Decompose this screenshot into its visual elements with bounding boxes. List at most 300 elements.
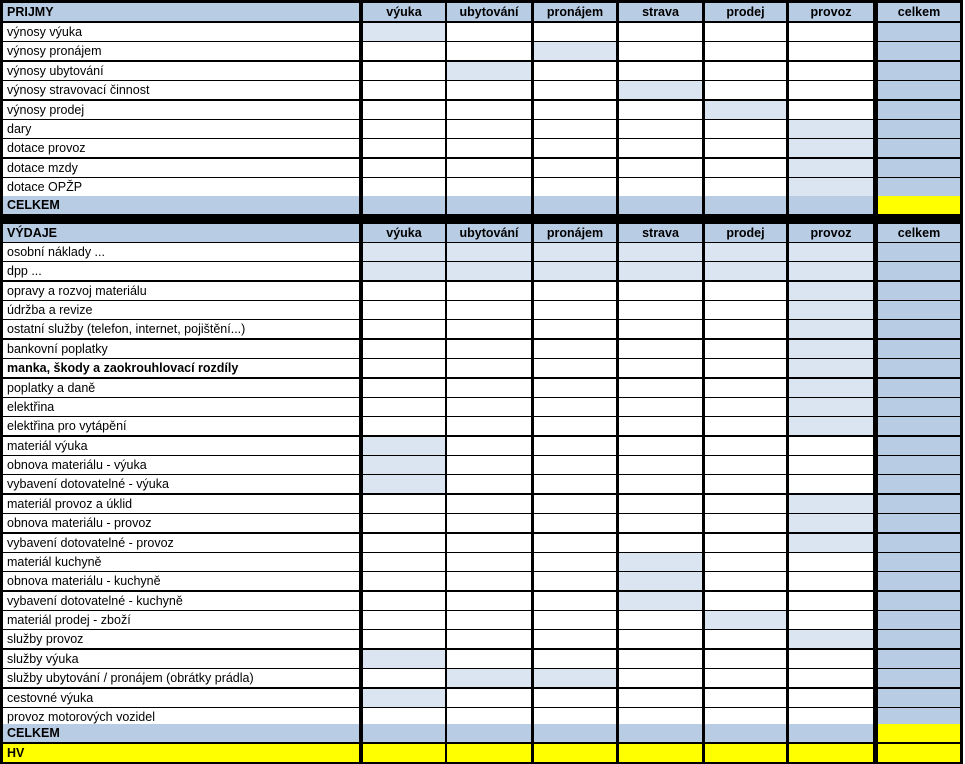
value-cell-provoz[interactable] xyxy=(789,553,873,571)
value-cell-ubytovani[interactable] xyxy=(447,282,531,300)
result-value-cell[interactable] xyxy=(878,744,960,762)
value-cell-provoz[interactable] xyxy=(789,301,873,319)
total-value-prodej[interactable] xyxy=(705,724,786,742)
value-cell-pronajem[interactable] xyxy=(534,650,616,668)
value-cell-pronajem[interactable] xyxy=(534,320,616,338)
value-cell-ubytovani[interactable] xyxy=(447,417,531,435)
total-cell-celkem[interactable] xyxy=(878,611,960,629)
table-row xyxy=(0,650,963,668)
value-cell-vyuka[interactable] xyxy=(363,534,445,552)
row-label-dotace-mzdy: dotace mzdy xyxy=(3,159,359,177)
value-cell-pronajem[interactable] xyxy=(534,340,616,358)
value-cell-ubytovani[interactable] xyxy=(447,340,531,358)
value-cell-provoz[interactable] xyxy=(789,611,873,629)
value-cell-vyuka[interactable] xyxy=(363,243,445,261)
total-cell-celkem[interactable] xyxy=(878,359,960,377)
value-cell-strava[interactable] xyxy=(619,534,702,552)
total-value-vyuka[interactable] xyxy=(363,196,445,214)
value-cell-prodej[interactable] xyxy=(705,669,786,687)
value-cell-strava[interactable] xyxy=(619,262,702,280)
table-row xyxy=(0,475,963,493)
row-label-elektrina-pro-vytapeni: elektřina pro vytápění xyxy=(3,417,359,435)
total-value-strava[interactable] xyxy=(619,196,702,214)
total-cell-celkem[interactable] xyxy=(878,398,960,416)
value-cell-ubytovani[interactable] xyxy=(447,379,531,397)
value-cell-pronajem[interactable] xyxy=(534,495,616,513)
value-cell-strava[interactable] xyxy=(619,379,702,397)
table-row xyxy=(0,23,963,41)
value-cell-strava[interactable] xyxy=(619,301,702,319)
expenses-total-label: CELKEM xyxy=(3,724,359,742)
value-cell-vyuka[interactable] xyxy=(363,23,445,41)
table-row xyxy=(0,689,963,707)
row-label-material-kuchyne: materiál kuchyně xyxy=(3,553,359,571)
value-cell-strava[interactable] xyxy=(619,592,702,610)
row-label-vynosy-ubytovani: výnosy ubytování xyxy=(3,62,359,80)
table-row xyxy=(0,534,963,552)
value-cell-vyuka[interactable] xyxy=(363,650,445,668)
table-row xyxy=(0,42,963,60)
value-cell-ubytovani[interactable] xyxy=(447,650,531,668)
value-cell-vyuka[interactable] xyxy=(363,475,445,493)
total-cell-celkem[interactable] xyxy=(878,262,960,280)
value-cell-ubytovani[interactable] xyxy=(447,534,531,552)
result-value-cell[interactable] xyxy=(619,744,702,762)
total-value-ubytovani[interactable] xyxy=(447,196,531,214)
row-label-bankovni-poplatky: bankovní poplatky xyxy=(3,340,359,358)
value-cell-provoz[interactable] xyxy=(789,120,873,138)
total-cell-celkem[interactable] xyxy=(878,120,960,138)
value-cell-pronajem[interactable] xyxy=(534,81,616,99)
row-label-manka-skody-a-zaokrouhlovaci-rozdily: manka, škody a zaokrouhlovací rozdíly xyxy=(3,359,359,377)
value-cell-provoz[interactable] xyxy=(789,437,873,455)
value-cell-prodej[interactable] xyxy=(705,437,786,455)
row-label-sluzby-vyuka: služby výuka xyxy=(3,650,359,668)
value-cell-vyuka[interactable] xyxy=(363,42,445,60)
value-cell-prodej[interactable] xyxy=(705,592,786,610)
value-cell-strava[interactable] xyxy=(619,120,702,138)
value-cell-provoz[interactable] xyxy=(789,475,873,493)
value-cell-pronajem[interactable] xyxy=(534,301,616,319)
value-cell-pronajem[interactable] xyxy=(534,379,616,397)
value-cell-strava[interactable] xyxy=(619,243,702,261)
value-cell-provoz[interactable] xyxy=(789,159,873,177)
total-cell-celkem[interactable] xyxy=(878,101,960,119)
value-cell-prodej[interactable] xyxy=(705,630,786,648)
value-cell-prodej[interactable] xyxy=(705,120,786,138)
row-label-material-provoz-a-uklid: materiál provoz a úklid xyxy=(3,495,359,513)
value-cell-ubytovani[interactable] xyxy=(447,359,531,377)
value-cell-strava[interactable] xyxy=(619,495,702,513)
value-cell-ubytovani[interactable] xyxy=(447,456,531,474)
total-cell-celkem[interactable] xyxy=(878,669,960,687)
value-cell-pronajem[interactable] xyxy=(534,159,616,177)
value-cell-provoz[interactable] xyxy=(789,495,873,513)
value-cell-vyuka[interactable] xyxy=(363,359,445,377)
value-cell-pronajem[interactable] xyxy=(534,359,616,377)
total-value-prodej[interactable] xyxy=(705,196,786,214)
table-row xyxy=(0,514,963,532)
value-cell-ubytovani[interactable] xyxy=(447,689,531,707)
value-cell-prodej[interactable] xyxy=(705,62,786,80)
value-cell-pronajem[interactable] xyxy=(534,243,616,261)
value-cell-strava[interactable] xyxy=(619,689,702,707)
value-cell-ubytovani[interactable] xyxy=(447,62,531,80)
value-cell-strava[interactable] xyxy=(619,650,702,668)
value-cell-ubytovani[interactable] xyxy=(447,398,531,416)
value-cell-pronajem[interactable] xyxy=(534,572,616,590)
value-cell-provoz[interactable] xyxy=(789,340,873,358)
value-cell-ubytovani[interactable] xyxy=(447,611,531,629)
total-cell-celkem[interactable] xyxy=(878,650,960,668)
value-cell-provoz[interactable] xyxy=(789,689,873,707)
value-cell-vyuka[interactable] xyxy=(363,62,445,80)
value-cell-strava[interactable] xyxy=(619,572,702,590)
value-cell-ubytovani[interactable] xyxy=(447,42,531,60)
total-cell-celkem[interactable] xyxy=(878,320,960,338)
value-cell-provoz[interactable] xyxy=(789,320,873,338)
value-cell-ubytovani[interactable] xyxy=(447,553,531,571)
value-cell-pronajem[interactable] xyxy=(534,689,616,707)
value-cell-ubytovani[interactable] xyxy=(447,669,531,687)
table-row xyxy=(0,398,963,416)
value-cell-ubytovani[interactable] xyxy=(447,475,531,493)
total-value-ubytovani[interactable] xyxy=(447,724,531,742)
column-header-celkem: celkem xyxy=(878,224,960,242)
value-cell-provoz[interactable] xyxy=(789,139,873,157)
table-row xyxy=(0,243,963,261)
value-cell-vyuka[interactable] xyxy=(363,178,445,196)
column-header-vyuka: výuka xyxy=(363,3,445,21)
value-cell-prodej[interactable] xyxy=(705,379,786,397)
income-header-row xyxy=(0,3,963,21)
value-cell-provoz[interactable] xyxy=(789,398,873,416)
value-cell-vyuka[interactable] xyxy=(363,630,445,648)
total-cell-celkem[interactable] xyxy=(878,23,960,41)
value-cell-prodej[interactable] xyxy=(705,495,786,513)
row-label-provoz-motorovych-vozidel: provoz motorových vozidel xyxy=(3,708,359,726)
value-cell-prodej[interactable] xyxy=(705,320,786,338)
row-label-poplatky-a-dane: poplatky a daně xyxy=(3,379,359,397)
total-cell-celkem[interactable] xyxy=(878,178,960,196)
total-cell-celkem[interactable] xyxy=(878,456,960,474)
value-cell-ubytovani[interactable] xyxy=(447,514,531,532)
value-cell-provoz[interactable] xyxy=(789,514,873,532)
value-cell-vyuka[interactable] xyxy=(363,159,445,177)
value-cell-strava[interactable] xyxy=(619,456,702,474)
value-cell-vyuka[interactable] xyxy=(363,139,445,157)
total-cell-celkem[interactable] xyxy=(878,514,960,532)
value-cell-provoz[interactable] xyxy=(789,572,873,590)
value-cell-strava[interactable] xyxy=(619,340,702,358)
total-cell-celkem[interactable] xyxy=(878,592,960,610)
total-cell-celkem[interactable] xyxy=(878,437,960,455)
value-cell-vyuka[interactable] xyxy=(363,456,445,474)
value-cell-pronajem[interactable] xyxy=(534,282,616,300)
total-value-vyuka[interactable] xyxy=(363,724,445,742)
value-cell-strava[interactable] xyxy=(619,101,702,119)
total-cell-celkem[interactable] xyxy=(878,81,960,99)
value-cell-vyuka[interactable] xyxy=(363,553,445,571)
value-cell-provoz[interactable] xyxy=(789,262,873,280)
value-cell-vyuka[interactable] xyxy=(363,592,445,610)
total-cell-celkem[interactable] xyxy=(878,301,960,319)
value-cell-strava[interactable] xyxy=(619,514,702,532)
value-cell-ubytovani[interactable] xyxy=(447,120,531,138)
value-cell-prodej[interactable] xyxy=(705,534,786,552)
value-cell-ubytovani[interactable] xyxy=(447,243,531,261)
value-cell-ubytovani[interactable] xyxy=(447,437,531,455)
total-cell-celkem[interactable] xyxy=(878,62,960,80)
value-cell-provoz[interactable] xyxy=(789,417,873,435)
column-header-ubytovani: ubytování xyxy=(447,3,531,21)
value-cell-prodej[interactable] xyxy=(705,42,786,60)
column-header-strava: strava xyxy=(619,3,702,21)
value-cell-ubytovani[interactable] xyxy=(447,178,531,196)
value-cell-strava[interactable] xyxy=(619,282,702,300)
row-label-dary: dary xyxy=(3,120,359,138)
value-cell-vyuka[interactable] xyxy=(363,495,445,513)
value-cell-vyuka[interactable] xyxy=(363,81,445,99)
value-cell-ubytovani[interactable] xyxy=(447,139,531,157)
value-cell-pronajem[interactable] xyxy=(534,23,616,41)
value-cell-prodej[interactable] xyxy=(705,611,786,629)
total-value-provoz[interactable] xyxy=(789,724,873,742)
table-row xyxy=(0,81,963,99)
result-value-cell[interactable] xyxy=(447,744,531,762)
value-cell-vyuka[interactable] xyxy=(363,320,445,338)
value-cell-strava[interactable] xyxy=(619,669,702,687)
column-header-provoz: provoz xyxy=(789,3,873,21)
value-cell-vyuka[interactable] xyxy=(363,398,445,416)
value-cell-prodej[interactable] xyxy=(705,398,786,416)
expenses-grand-total[interactable] xyxy=(878,724,960,742)
value-cell-pronajem[interactable] xyxy=(534,139,616,157)
value-cell-strava[interactable] xyxy=(619,23,702,41)
value-cell-pronajem[interactable] xyxy=(534,42,616,60)
total-cell-celkem[interactable] xyxy=(878,553,960,571)
value-cell-strava[interactable] xyxy=(619,81,702,99)
value-cell-provoz[interactable] xyxy=(789,630,873,648)
value-cell-strava[interactable] xyxy=(619,42,702,60)
value-cell-vyuka[interactable] xyxy=(363,689,445,707)
value-cell-prodej[interactable] xyxy=(705,139,786,157)
value-cell-pronajem[interactable] xyxy=(534,475,616,493)
row-label-dotace-opzp: dotace OPŽP xyxy=(3,178,359,196)
value-cell-vyuka[interactable] xyxy=(363,340,445,358)
value-cell-ubytovani[interactable] xyxy=(447,320,531,338)
value-cell-vyuka[interactable] xyxy=(363,669,445,687)
total-cell-celkem[interactable] xyxy=(878,379,960,397)
row-label-material-prodej-zbozi: materiál prodej - zboží xyxy=(3,611,359,629)
value-cell-strava[interactable] xyxy=(619,359,702,377)
expenses-header-row xyxy=(0,224,963,242)
value-cell-vyuka[interactable] xyxy=(363,301,445,319)
total-value-pronajem[interactable] xyxy=(534,196,616,214)
value-cell-pronajem[interactable] xyxy=(534,534,616,552)
value-cell-pronajem[interactable] xyxy=(534,417,616,435)
value-cell-ubytovani[interactable] xyxy=(447,592,531,610)
value-cell-prodej[interactable] xyxy=(705,475,786,493)
value-cell-prodej[interactable] xyxy=(705,359,786,377)
value-cell-prodej[interactable] xyxy=(705,340,786,358)
table-row xyxy=(0,178,963,196)
column-header-ubytovani: ubytování xyxy=(447,224,531,242)
table-row xyxy=(0,611,963,629)
result-value-cell[interactable] xyxy=(363,744,445,762)
value-cell-strava[interactable] xyxy=(619,630,702,648)
value-cell-pronajem[interactable] xyxy=(534,101,616,119)
column-header-strava: strava xyxy=(619,224,702,242)
value-cell-ubytovani[interactable] xyxy=(447,81,531,99)
total-cell-celkem[interactable] xyxy=(878,139,960,157)
value-cell-prodej[interactable] xyxy=(705,301,786,319)
row-label-vybaveni-dotovatelne-provoz: vybavení dotovatelné - provoz xyxy=(3,534,359,552)
income-grand-total[interactable] xyxy=(878,196,960,214)
value-cell-pronajem[interactable] xyxy=(534,592,616,610)
total-cell-celkem[interactable] xyxy=(878,630,960,648)
value-cell-strava[interactable] xyxy=(619,159,702,177)
table-row xyxy=(0,101,963,119)
income-total-label: CELKEM xyxy=(3,196,359,214)
total-cell-celkem[interactable] xyxy=(878,243,960,261)
expenses-total-row xyxy=(0,724,963,742)
value-cell-vyuka[interactable] xyxy=(363,437,445,455)
value-cell-prodej[interactable] xyxy=(705,159,786,177)
value-cell-pronajem[interactable] xyxy=(534,553,616,571)
total-cell-celkem[interactable] xyxy=(878,572,960,590)
value-cell-prodej[interactable] xyxy=(705,417,786,435)
value-cell-prodej[interactable] xyxy=(705,456,786,474)
total-value-provoz[interactable] xyxy=(789,196,873,214)
row-label-dpp: dpp ... xyxy=(3,262,359,280)
value-cell-pronajem[interactable] xyxy=(534,398,616,416)
value-cell-ubytovani[interactable] xyxy=(447,23,531,41)
income-section-title: PRIJMY xyxy=(3,3,359,21)
value-cell-prodej[interactable] xyxy=(705,101,786,119)
value-cell-ubytovani[interactable] xyxy=(447,262,531,280)
total-cell-celkem[interactable] xyxy=(878,340,960,358)
value-cell-pronajem[interactable] xyxy=(534,262,616,280)
value-cell-provoz[interactable] xyxy=(789,282,873,300)
value-cell-strava[interactable] xyxy=(619,475,702,493)
value-cell-prodej[interactable] xyxy=(705,689,786,707)
result-value-cell[interactable] xyxy=(789,744,873,762)
value-cell-pronajem[interactable] xyxy=(534,178,616,196)
total-value-pronajem[interactable] xyxy=(534,724,616,742)
total-value-strava[interactable] xyxy=(619,724,702,742)
total-cell-celkem[interactable] xyxy=(878,495,960,513)
value-cell-provoz[interactable] xyxy=(789,534,873,552)
value-cell-provoz[interactable] xyxy=(789,379,873,397)
total-cell-celkem[interactable] xyxy=(878,689,960,707)
value-cell-vyuka[interactable] xyxy=(363,379,445,397)
value-cell-strava[interactable] xyxy=(619,553,702,571)
value-cell-vyuka[interactable] xyxy=(363,101,445,119)
value-cell-ubytovani[interactable] xyxy=(447,159,531,177)
value-cell-provoz[interactable] xyxy=(789,592,873,610)
value-cell-prodej[interactable] xyxy=(705,514,786,532)
value-cell-pronajem[interactable] xyxy=(534,669,616,687)
value-cell-provoz[interactable] xyxy=(789,650,873,668)
row-label-udrzba-a-revize: údržba a revize xyxy=(3,301,359,319)
value-cell-strava[interactable] xyxy=(619,417,702,435)
total-cell-celkem[interactable] xyxy=(878,417,960,435)
value-cell-prodej[interactable] xyxy=(705,282,786,300)
table-row xyxy=(0,495,963,513)
value-cell-strava[interactable] xyxy=(619,437,702,455)
value-cell-provoz[interactable] xyxy=(789,178,873,196)
value-cell-provoz[interactable] xyxy=(789,456,873,474)
row-label-dotace-provoz: dotace provoz xyxy=(3,139,359,157)
value-cell-pronajem[interactable] xyxy=(534,456,616,474)
value-cell-pronajem[interactable] xyxy=(534,630,616,648)
table-row xyxy=(0,630,963,648)
value-cell-provoz[interactable] xyxy=(789,669,873,687)
total-cell-celkem[interactable] xyxy=(878,534,960,552)
total-cell-celkem[interactable] xyxy=(878,282,960,300)
value-cell-ubytovani[interactable] xyxy=(447,101,531,119)
value-cell-vyuka[interactable] xyxy=(363,611,445,629)
column-header-prodej: prodej xyxy=(705,224,786,242)
value-cell-provoz[interactable] xyxy=(789,62,873,80)
value-cell-provoz[interactable] xyxy=(789,101,873,119)
value-cell-provoz[interactable] xyxy=(789,359,873,377)
total-cell-celkem[interactable] xyxy=(878,475,960,493)
value-cell-strava[interactable] xyxy=(619,178,702,196)
value-cell-strava[interactable] xyxy=(619,62,702,80)
value-cell-vyuka[interactable] xyxy=(363,514,445,532)
value-cell-vyuka[interactable] xyxy=(363,417,445,435)
value-cell-ubytovani[interactable] xyxy=(447,572,531,590)
value-cell-pronajem[interactable] xyxy=(534,62,616,80)
value-cell-strava[interactable] xyxy=(619,320,702,338)
value-cell-prodej[interactable] xyxy=(705,572,786,590)
value-cell-strava[interactable] xyxy=(619,611,702,629)
value-cell-prodej[interactable] xyxy=(705,553,786,571)
value-cell-pronajem[interactable] xyxy=(534,437,616,455)
value-cell-ubytovani[interactable] xyxy=(447,630,531,648)
value-cell-ubytovani[interactable] xyxy=(447,495,531,513)
value-cell-vyuka[interactable] xyxy=(363,120,445,138)
value-cell-pronajem[interactable] xyxy=(534,611,616,629)
value-cell-vyuka[interactable] xyxy=(363,282,445,300)
value-cell-strava[interactable] xyxy=(619,139,702,157)
value-cell-provoz[interactable] xyxy=(789,243,873,261)
value-cell-prodej[interactable] xyxy=(705,23,786,41)
value-cell-ubytovani[interactable] xyxy=(447,301,531,319)
result-value-cell[interactable] xyxy=(534,744,616,762)
value-cell-pronajem[interactable] xyxy=(534,120,616,138)
value-cell-vyuka[interactable] xyxy=(363,262,445,280)
total-cell-celkem[interactable] xyxy=(878,42,960,60)
value-cell-prodej[interactable] xyxy=(705,243,786,261)
value-cell-provoz[interactable] xyxy=(789,42,873,60)
value-cell-prodej[interactable] xyxy=(705,262,786,280)
value-cell-prodej[interactable] xyxy=(705,178,786,196)
value-cell-prodej[interactable] xyxy=(705,650,786,668)
table-row xyxy=(0,262,963,280)
value-cell-vyuka[interactable] xyxy=(363,572,445,590)
result-value-cell[interactable] xyxy=(705,744,786,762)
value-cell-strava[interactable] xyxy=(619,398,702,416)
row-label-vybaveni-dotovatelne-kuchyne: vybavení dotovatelné - kuchyně xyxy=(3,592,359,610)
value-cell-pronajem[interactable] xyxy=(534,514,616,532)
value-cell-prodej[interactable] xyxy=(705,81,786,99)
total-cell-celkem[interactable] xyxy=(878,159,960,177)
value-cell-provoz[interactable] xyxy=(789,23,873,41)
value-cell-provoz[interactable] xyxy=(789,81,873,99)
